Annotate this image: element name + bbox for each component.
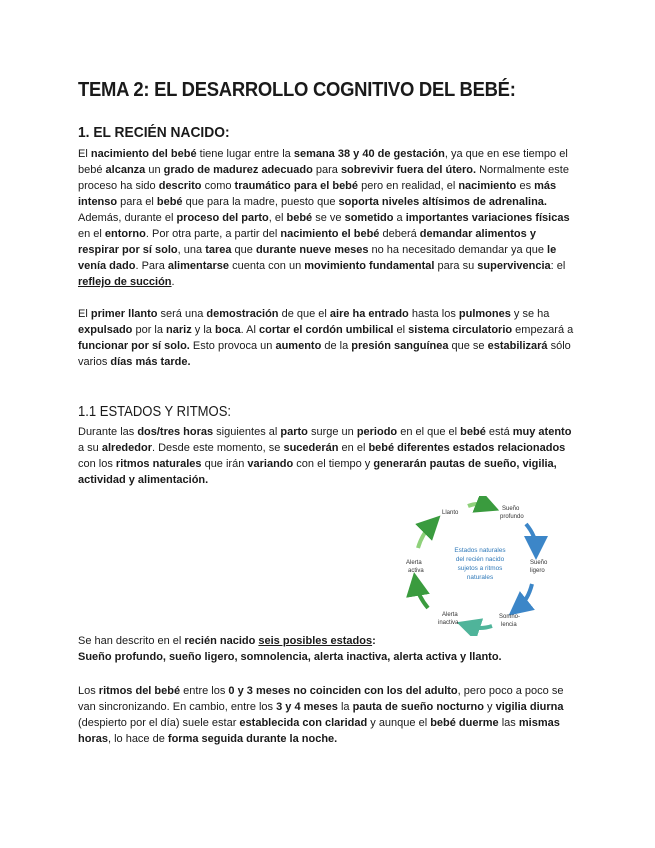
bold-text-run: presión sanguínea xyxy=(351,340,449,352)
bold-text-run: aire ha entrado xyxy=(329,308,409,320)
bold-text-run: sobrevivir fuera del útero. xyxy=(340,164,477,176)
center-text-2: del recién nacido xyxy=(455,556,505,563)
bold-text-run: ritmos del bebé xyxy=(98,685,181,697)
state-label-llanto: Llanto xyxy=(442,510,459,516)
center-text-1: Estados naturales xyxy=(454,547,506,554)
bold-text-run: mismas horas xyxy=(78,717,560,745)
bold-text-run: boca xyxy=(214,324,241,336)
state-label-profundo-2: profundo xyxy=(500,514,524,520)
paragraph-ritmos: Los ritmos del bebé entre los 0 y 3 meses no coinciden con los del adulto, pero poco a poco se van sincronizando. En cambio, entre los 3 y 4 meses la pauta de sueño nocturno y vigilia diurna (despierto por el día) suele estar establecida con claridad y aunque el bebé duerme las mismas horas, lo hace de forma seguida durante la noche. xyxy=(78,685,564,745)
bold-text-run: días más tarde. xyxy=(110,356,191,368)
bold-text-run: alcanza xyxy=(105,164,146,176)
bold-text-run: bebé xyxy=(156,196,183,208)
state-label-somnolencia-1: Somno- xyxy=(499,614,521,620)
bold-text-run: primer llanto xyxy=(90,308,158,320)
bold-text-run: Sueño profundo, sueño ligero, somnolencia, alerta inactiva, alerta activa y llanto. xyxy=(78,651,502,663)
bold-text-run: forma seguida durante la noche. xyxy=(167,733,338,745)
bold-text-run: nacimiento xyxy=(458,180,517,192)
bold-text-run: alimentarse xyxy=(167,260,230,272)
bold-text-run: sometido xyxy=(344,212,394,224)
section-heading-estados-ritmos: 1.1 ESTADOS Y RITMOS: xyxy=(78,404,232,420)
bold-text-run: bebé xyxy=(286,212,313,224)
arrow-inactiva-to-activa xyxy=(416,584,428,608)
bold-text-run: sistema circulatorio xyxy=(408,324,513,336)
bold-text-run: demandar alimentos y respirar por sí solo xyxy=(78,228,536,256)
bold-text-run: descrito xyxy=(158,180,202,192)
bold-text-run: dos/tres horas xyxy=(137,426,214,438)
bold-text-run: importantes variaciones físicas xyxy=(405,212,570,224)
bold-text-run: supervivencia xyxy=(477,260,551,272)
bold-text-run: demostración xyxy=(206,308,279,320)
bold-text-run: variando xyxy=(247,458,294,470)
bold-text-run: soporta niveles altísimos de adrenalina. xyxy=(338,196,547,208)
bold-text-run: 0 y 3 xyxy=(228,685,253,697)
bold-text-run: estabilizará xyxy=(487,340,548,352)
paragraph-nacimiento: El nacimiento del bebé tiene lugar entre la semana 38 y 40 de gestación, ya que en ese tiempo el bebé alcanza un grado de madurez adecuado para sobrevivir fuera del útero. Normalmente este proceso ha sido descrito como traumático para el bebé pero en realidad, el nacimiento es más intenso para el bebé que para la madre, puesto que soporta niveles altísimos de adrenalina. Además, durante el proceso del parto, el bebé se ve sometido a importantes variaciones físicas en el entorno. Por otra parte, a partir del nacimiento el bebé deberá demandar alimentos y respirar por sí solo, una tarea que durante nueve meses no ha necesitado demandar ya que le venía dado. Para alimentarse cuenta con un movimiento fundamental para su supervivencia: el reflejo de succión. xyxy=(78,148,570,288)
state-label-inactiva-1: Alerta xyxy=(442,612,458,618)
bold-text-run: traumático para el bebé xyxy=(234,180,359,192)
bold-text-run: meses no coinciden con los del adulto xyxy=(255,685,458,697)
arrow-llanto-to-profundo xyxy=(468,504,488,506)
bold-text-run: parto xyxy=(280,426,308,438)
arrow-ligero-to-somnolencia xyxy=(518,584,532,608)
bold-text-run: nacimiento del bebé xyxy=(90,148,197,160)
bold-text-run: recién nacido xyxy=(184,635,256,647)
state-label-inactiva-2: inactiva xyxy=(438,620,459,626)
center-text-4: naturales xyxy=(466,574,494,581)
bold-text-run: funcionar por sí solo. xyxy=(78,340,190,352)
center-text-3: sujetos a ritmos xyxy=(457,565,503,572)
arrow-somnolencia-to-inactiva xyxy=(468,626,492,628)
bold-text-run: ritmos naturales xyxy=(115,458,202,470)
bold-text-run: le venía dado xyxy=(78,244,557,272)
section-heading-recien-nacido: 1. EL RECIÉN NACIDO: xyxy=(78,124,230,141)
bold-text-run: periodo xyxy=(356,426,398,438)
bold-text-run: movimiento fundamental xyxy=(304,260,435,272)
bold-text-run: tarea xyxy=(205,244,232,256)
bold-text-run: sucederán xyxy=(283,442,339,454)
bold-text-run: nacimiento el bebé xyxy=(280,228,380,240)
state-label-ligero-2: ligero xyxy=(530,568,545,574)
bold-text-run: generarán pautas de sueño, vigilia, actividad y alimentación. xyxy=(78,458,557,486)
bold-text-run: alrededor xyxy=(101,442,152,454)
bold-text-run: proceso del parto xyxy=(176,212,269,224)
bold-text-run: entorno xyxy=(104,228,146,240)
state-label-somnolencia-2: lencia xyxy=(501,622,517,628)
bold-text-run: pulmones xyxy=(458,308,511,320)
states-cycle-diagram xyxy=(402,496,552,636)
bold-text-run: muy atento xyxy=(512,426,572,438)
bold-text-run: bebé xyxy=(460,426,486,438)
bold-text-run: establecida con claridad xyxy=(239,717,368,729)
bold-text-run: aumento xyxy=(275,340,322,352)
document-title: TEMA 2: EL DESARROLLO COGNITIVO DEL BEBÉ: xyxy=(78,78,516,101)
bold-text-run: pauta de sueño nocturno xyxy=(352,701,484,713)
state-label-profundo-1: Sueño xyxy=(502,506,520,512)
bold-text-run: nariz xyxy=(166,324,192,336)
bold-text-run: grado de madurez adecuado xyxy=(163,164,313,176)
bold-text-run: semana 38 y 40 de gestación xyxy=(293,148,445,160)
bold-text-run: cortar el cordón umbilical xyxy=(259,324,394,336)
paragraph-primer-llanto: El primer llanto será una demostración de que el aire ha entrado hasta los pulmones y se ha expulsado por la nariz y la boca. Al cortar el cordón umbilical el sistema circulatorio empezará a funcionar por sí solo. Esto provoca un aumento de la presión sanguínea que se estabilizará sólo varios días más tarde. xyxy=(78,308,574,368)
state-label-activa-1: Alerta xyxy=(406,560,422,566)
bold-text-run: seis posibles estados xyxy=(258,635,373,647)
bold-text-run: vigilia diurna xyxy=(495,701,564,713)
bold-text-run: durante nueve meses xyxy=(255,244,369,256)
state-label-activa-2: activa xyxy=(408,568,424,574)
arrow-activa-to-llanto xyxy=(418,524,432,548)
bold-text-run: bebé duerme xyxy=(430,717,499,729)
bold-text-run: 3 y 4 meses xyxy=(276,701,338,713)
arrow-profundo-to-ligero xyxy=(526,524,536,548)
paragraph-estados: Durante las dos/tres horas siguientes al parto surge un periodo en el que el bebé está muy atento a su alrededor. Desde este momento, se sucederán en el bebé diferentes estados relacionados con los ritmos naturales que irán variando con el tiempo y generarán pautas de sueño, vigilia, actividad y alimentación. xyxy=(78,426,572,486)
bold-text-run: bebé diferentes estados relacionados xyxy=(368,442,566,454)
state-label-ligero-1: Sueño xyxy=(530,560,548,566)
paragraph-seis-estados: Se han descrito en el recién nacido seis posibles estados: Sueño profundo, sueño ligero, somnolencia, alerta inactiva, alerta activa y llanto. xyxy=(78,635,502,663)
bold-text-run: más intenso xyxy=(78,180,557,208)
bold-text-run: expulsado xyxy=(78,324,133,336)
bold-text-run: reflejo de succión xyxy=(78,276,172,288)
bold-text-run: : xyxy=(372,635,376,647)
